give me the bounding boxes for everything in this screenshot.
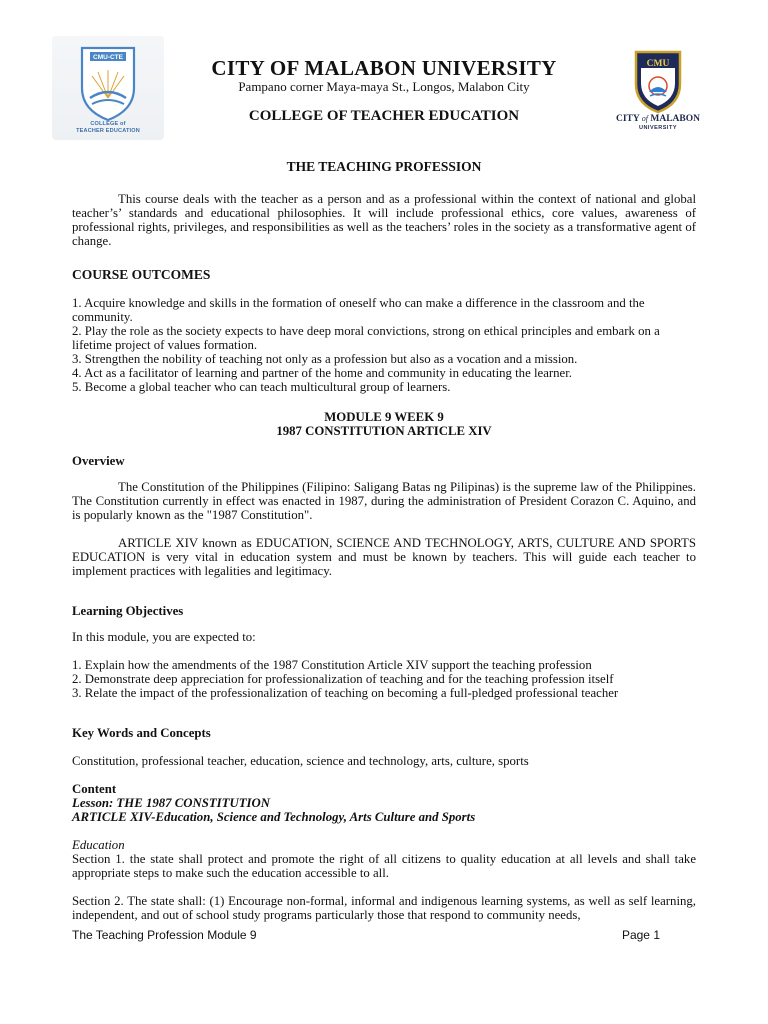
list-item: 3. Relate the impact of the professionalization of teaching on becoming a full-pledged professional teacher (72, 686, 619, 700)
list-item: 1. Acquire knowledge and skills in the formation of oneself who can make a difference in the classroom and the community. (72, 296, 645, 324)
education-subheading: Education (72, 838, 125, 852)
college-name: COLLEGE OF TEACHER EDUCATION (248, 108, 520, 124)
crest-sub: UNIVERSITY (638, 125, 677, 131)
footer-title: The Teaching Profession Module 9 (72, 928, 257, 942)
intro-paragraph: This course deals with the teacher as a person and as a professional within the context of national and global teacher’s’ standards and educational philosophies. It will include professional ethics, core values, awareness of professional rights, privileges, and responsibilities as well as the teachers’ roles in the society as a transformative agent of change. (72, 192, 696, 248)
overview-heading: Overview (72, 454, 125, 468)
university-crest-icon (600, 48, 716, 114)
section-1: Section 1. the state shall protect and promote the right of all citizens to quality education at all levels and shall take appropriate steps to make such the education accessible to all. (72, 852, 696, 880)
crest-badge-text: CMU (646, 59, 670, 69)
lesson-title: Lesson: THE 1987 CONSTITUTION (72, 796, 271, 810)
section-2: Section 2. The state shall: (1) Encourage non-formal, informal and indigenous learning systems, as well as self learning, independent, and out of school study programs particularly those that respond to community needs, (72, 894, 696, 922)
objectives-heading: Learning Objectives (72, 604, 184, 618)
logo-caption-line1: COLLEGE of (90, 121, 126, 127)
list-item: 3. Strengthen the nobility of teaching not only as a profession but also as a vocation and a mission. (72, 352, 578, 366)
list-item: 5. Become a global teacher who can teach multicultural group of learners. (72, 380, 451, 394)
document-body (72, 160, 696, 922)
article-title: ARTICLE XIV-Education, Science and Technology, Arts Culture and Sports (72, 810, 476, 824)
crest-name-of: of (641, 114, 648, 123)
page-number: Page 1 (621, 928, 660, 942)
overview-paragraph-2: ARTICLE XIV known as EDUCATION, SCIENCE AND TECHNOLOGY, ARTS, CULTURE AND SPORTS EDUCATION is very vital in education system and must be known by teachers. This will guide each teacher to implement practices with legalities and legitimacy. (72, 536, 696, 578)
module-heading-1: MODULE 9 WEEK 9 (324, 410, 444, 424)
list-item: 2. Play the role as the society expects to have deep moral convictions, strong on ethical principles and embark on a lifetime project of values formation. (72, 324, 660, 352)
objectives-list (72, 658, 696, 700)
crest-name-a: CITY (615, 114, 640, 124)
module-heading-2: 1987 CONSTITUTION ARTICLE XIV (276, 424, 492, 438)
keywords-text: Constitution, professional teacher, education, science and technology, arts, culture, sports (72, 754, 529, 768)
document-title: THE TEACHING PROFESSION (286, 159, 482, 174)
university-logo (600, 48, 716, 138)
keywords-heading: Key Words and Concepts (72, 726, 211, 740)
university-name: CITY OF MALABON UNIVERSITY (211, 56, 557, 80)
overview-paragraph-1: The Constitution of the Philippines (Filipino: Saligang Batas ng Pilipinas) is the supreme law of the Philippines. The Constitution currently in effect was enacted in 1987, during the administration of President Corazon C. Aquino, and is popularly known as the "1987 Constitution". (72, 480, 696, 522)
logo-badge-text: CMU-CTE (93, 54, 123, 61)
course-outcomes-heading: COURSE OUTCOMES (72, 267, 211, 282)
list-item: 1. Explain how the amendments of the 1987 Constitution Article XIV support the teaching profession (72, 658, 592, 672)
content-heading: Content (72, 782, 117, 796)
crest-name-b: MALABON (650, 114, 700, 124)
crest-name (600, 114, 716, 124)
list-item: 2. Demonstrate deep appreciation for professionalization of teaching and for the teaching profession itself (72, 672, 614, 686)
list-item: 4. Act as a facilitator of learning and partner of the home and community in educating the learner. (72, 366, 572, 380)
university-address: Pampano corner Maya-maya St., Longos, Malabon City (238, 79, 530, 94)
course-outcomes-list (72, 296, 696, 394)
objectives-intro: In this module, you are expected to: (72, 630, 256, 644)
logo-caption-line2: TEACHER EDUCATION (76, 128, 140, 134)
